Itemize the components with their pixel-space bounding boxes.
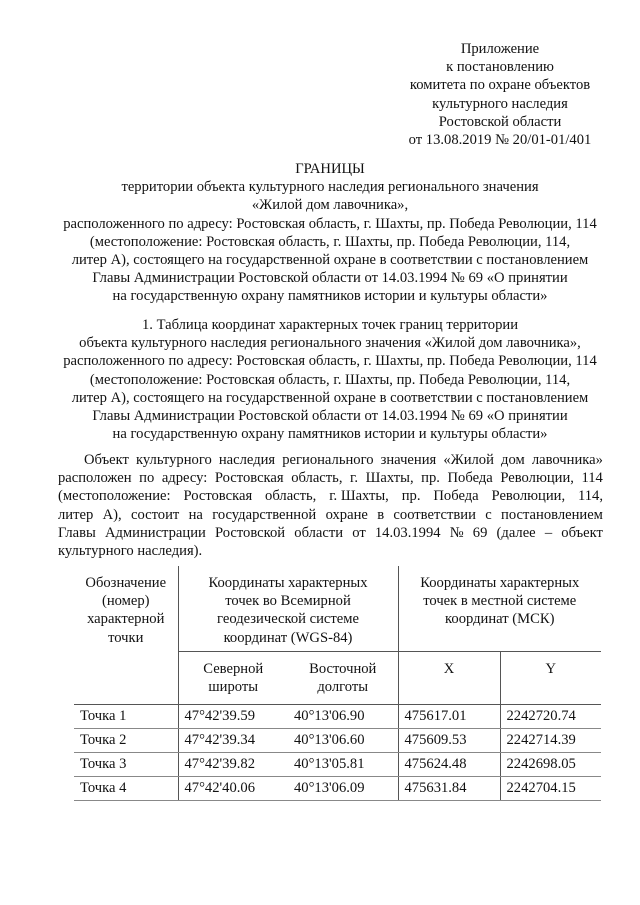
- header-text: Координаты характерных: [208, 575, 368, 591]
- cell-y: 2242704.15: [500, 776, 601, 800]
- paragraph-line: [58, 524, 603, 542]
- paragraph-word: 114,: [577, 488, 603, 505]
- paragraph-word: с: [485, 506, 492, 523]
- paragraph-word: Администрации: [104, 524, 206, 541]
- header-designation: [74, 566, 178, 704]
- paragraph-word: Главы: [58, 524, 96, 541]
- cell-longitude: 40°13'06.09: [288, 776, 398, 800]
- paragraph-word: литер: [58, 506, 94, 523]
- paragraph-word: пр.: [401, 488, 421, 505]
- coordinates-table: [74, 566, 601, 801]
- cell-longitude: 40°13'06.60: [288, 728, 398, 752]
- header-wgs: [178, 566, 398, 651]
- paragraph-word: Ростовская: [183, 488, 253, 505]
- paragraph-word: (местоположение:: [58, 488, 171, 505]
- paragraph-word: культурного наследия).: [58, 543, 203, 560]
- header-text: характерной: [87, 611, 165, 628]
- header-text: Обозначение: [85, 575, 167, 591]
- table-row: [74, 776, 601, 800]
- paragraph-word: Ростовская: [214, 470, 284, 487]
- table-heading-line: литер А), состоящего на государственной охране в соответствии с постановлением: [71, 389, 589, 406]
- appendix-line: Ростовской области: [438, 113, 562, 130]
- paragraph-word: область,: [265, 488, 317, 505]
- paragraph-word: соответствии: [393, 506, 476, 523]
- paragraph-word: на: [188, 506, 203, 523]
- table-heading-line: объекта культурного наследия регионального значения «Жилой дом лавочника»,: [79, 335, 581, 352]
- header-text: координат (МСК): [445, 611, 555, 628]
- paragraph-word: область,: [291, 470, 343, 487]
- cell-point: Точка 4: [74, 776, 178, 800]
- paragraph-word: 114: [581, 470, 603, 487]
- paragraph-word: №: [449, 524, 464, 541]
- cell-x: 475609.53: [398, 728, 500, 752]
- title-line: на государственную охрану памятников истории и культуры области»: [112, 288, 548, 305]
- header-text: геодезической системе: [217, 611, 359, 628]
- cell-latitude: 47°42'40.06: [178, 776, 288, 800]
- table-heading-line: (местоположение: Ростовская область, г. Шахты, пр. Победа Революции, 114,: [89, 371, 571, 388]
- appendix-line: к постановлению: [446, 59, 554, 76]
- table-body: [74, 704, 601, 800]
- header-north: [178, 651, 288, 704]
- table-heading-line: на государственную охрану памятников истории и культуры области»: [112, 426, 548, 443]
- title-line: литер А), состоящего на государственной охране в соответствии с постановлением: [71, 252, 589, 269]
- description-paragraph: [58, 451, 603, 560]
- title-line: «Жилой дом лавочника»,: [251, 197, 409, 214]
- cell-y: 2242698.05: [500, 752, 601, 776]
- cell-point: Точка 3: [74, 752, 178, 776]
- paragraph-word: Победа: [447, 470, 493, 487]
- cell-longitude: 40°13'05.81: [288, 752, 398, 776]
- cell-point: Точка 2: [74, 728, 178, 752]
- paragraph-word: в: [377, 506, 385, 523]
- paragraph-word: расположен: [58, 470, 132, 487]
- paragraph-word: пр.: [421, 470, 440, 487]
- cell-latitude: 47°42'39.82: [178, 752, 288, 776]
- header-text: X: [443, 660, 455, 677]
- appendix-line: Приложение: [460, 41, 540, 57]
- paragraph-word: –: [544, 524, 553, 541]
- header-text: Координаты характерных: [420, 575, 580, 591]
- paragraph-word: (далее: [496, 524, 536, 541]
- paragraph-word: области: [294, 524, 344, 541]
- paragraph-word: лавочника»: [531, 452, 603, 468]
- header-text: Северной: [203, 660, 264, 677]
- header-x: [398, 651, 500, 704]
- header-text: Y: [545, 660, 557, 677]
- header-text: (номер): [101, 593, 150, 610]
- paragraph-word: г. Шахты,: [329, 488, 389, 505]
- paragraph-word: А),: [102, 506, 122, 523]
- paragraph-word: Революции,: [491, 488, 566, 505]
- paragraph-word: Победа: [433, 488, 479, 505]
- header-text: долготы: [317, 679, 369, 696]
- document-title: ГРАНИЦЫ: [295, 161, 365, 177]
- paragraph-word: Шахты,: [365, 470, 414, 487]
- cell-x: 475617.01: [398, 704, 500, 728]
- cell-y: 2242714.39: [500, 728, 601, 752]
- header-text: точек во Всемирной: [225, 593, 351, 610]
- paragraph-word: 14.03.1994: [374, 524, 441, 541]
- table-heading-line: Главы Администрации Ростовской области от 14.03.1994 № 69 «О принятии: [92, 408, 568, 425]
- paragraph-word: постановлением: [501, 506, 603, 523]
- paragraph-word: значения: [380, 452, 437, 468]
- header-y: [500, 651, 601, 704]
- appendix-block: [380, 40, 620, 149]
- appendix-line: культурного наследия: [432, 95, 568, 112]
- paragraph-line: [58, 451, 603, 469]
- paragraph-word: дом: [501, 452, 525, 468]
- paragraph-word: адресу:: [161, 470, 208, 487]
- cell-longitude: 40°13'06.90: [288, 704, 398, 728]
- cell-y: 2242720.74: [500, 704, 601, 728]
- table-row: [74, 728, 601, 752]
- paragraph-word: Революции,: [500, 470, 574, 487]
- paragraph-word: Объект: [84, 452, 129, 468]
- appendix-line: от 13.08.2019 № 20/01-01/401: [408, 132, 592, 149]
- header-text: Восточной: [309, 660, 377, 677]
- header-msk: [398, 566, 601, 651]
- paragraph-word: Ростовской: [214, 524, 286, 541]
- cell-point: Точка 1: [74, 704, 178, 728]
- cell-x: 475624.48: [398, 752, 500, 776]
- paragraph-line: [58, 487, 603, 505]
- paragraph-word: 69: [472, 524, 488, 541]
- paragraph-line: [58, 506, 603, 524]
- cell-latitude: 47°42'39.59: [178, 704, 288, 728]
- title-line: (местоположение: Ростовская область, г. Шахты, пр. Победа Революции, 114,: [89, 233, 571, 250]
- title-line: Главы Администрации Ростовской области от 14.03.1994 № 69 «О принятии: [92, 270, 568, 287]
- table-row: [74, 752, 601, 776]
- header-text: широты: [208, 679, 259, 696]
- paragraph-word: состоит: [130, 506, 180, 523]
- cell-latitude: 47°42'39.34: [178, 728, 288, 752]
- paragraph-word: объект: [561, 524, 603, 541]
- cell-x: 475631.84: [398, 776, 500, 800]
- table-heading-line: 1. Таблица координат характерных точек границ территории: [141, 317, 519, 333]
- header-east: [288, 651, 398, 704]
- header-text: координат (WGS-84): [223, 629, 353, 646]
- paragraph-word: г.: [350, 470, 359, 487]
- appendix-line: комитета по охране объектов: [409, 77, 591, 94]
- header-text: точек в местной системе: [423, 593, 577, 610]
- title-block: [40, 160, 620, 306]
- paragraph-word: по: [139, 470, 155, 487]
- paragraph-line: [58, 469, 603, 487]
- paragraph-word: государственной: [212, 506, 317, 523]
- table-heading-block: [40, 316, 620, 443]
- paragraph-line: [58, 542, 603, 560]
- paragraph-word: регионального: [282, 452, 374, 468]
- paragraph-word: от: [352, 524, 366, 541]
- table-row: [74, 704, 601, 728]
- header-text: точки: [108, 629, 144, 646]
- table-heading-line: расположенного по адресу: Ростовская область, г. Шахты, пр. Победа Революции, 114: [63, 353, 597, 370]
- paragraph-word: «Жилой: [443, 452, 494, 468]
- paragraph-word: охране: [325, 506, 368, 523]
- title-line: расположенного по адресу: Ростовская область, г. Шахты, пр. Победа Революции, 114: [63, 215, 597, 232]
- paragraph-word: культурного: [136, 452, 212, 468]
- title-line: территории объекта культурного наследия регионального значения: [121, 179, 539, 196]
- paragraph-word: наследия: [218, 452, 276, 468]
